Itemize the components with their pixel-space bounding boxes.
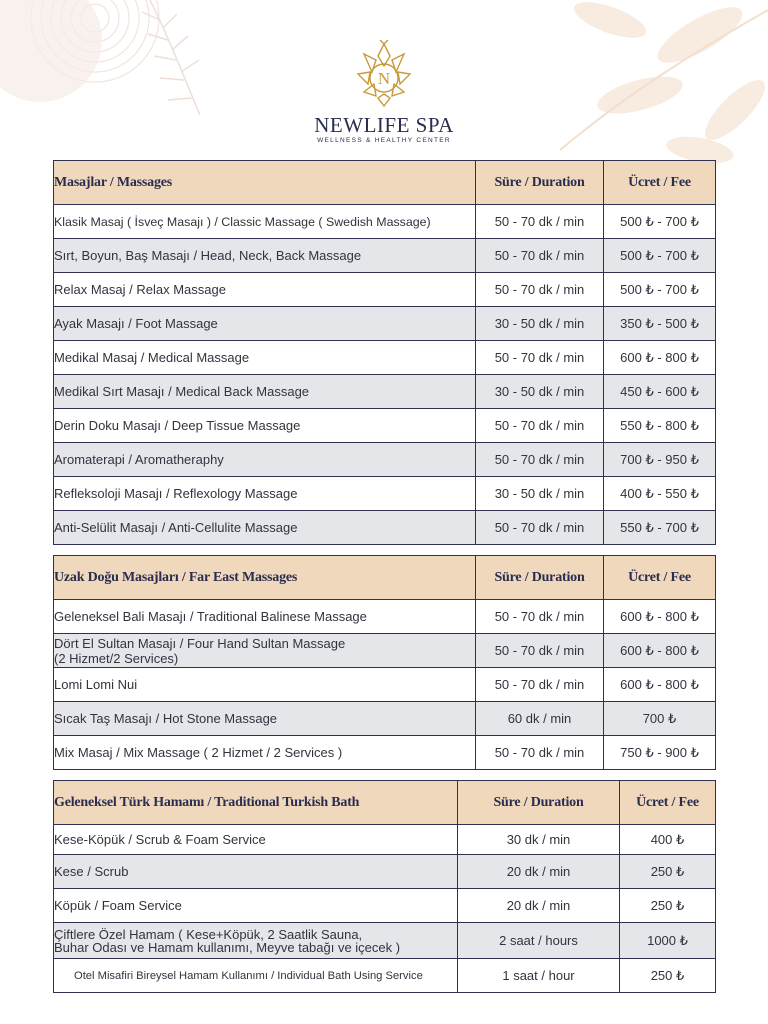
- service-name: Medikal Masaj / Medical Massage: [54, 341, 476, 375]
- service-fee: 400 ₺: [620, 825, 716, 855]
- table-row: [54, 855, 716, 889]
- table-row: [54, 307, 716, 341]
- service-duration: 50 - 70 dk / min: [476, 634, 604, 668]
- service-duration: 30 - 50 dk / min: [476, 307, 604, 341]
- table-row: [54, 409, 716, 443]
- service-duration: 20 dk / min: [458, 889, 620, 923]
- table-row: [54, 443, 716, 477]
- service-duration: 60 dk / min: [476, 702, 604, 736]
- service-name: [54, 923, 458, 959]
- section-title: Uzak Doğu Masajları / Far East Massages: [54, 556, 476, 600]
- svg-text:N: N: [377, 69, 391, 88]
- table-row: [54, 923, 716, 959]
- service-name: Geleneksel Bali Masajı / Traditional Balinese Massage: [54, 600, 476, 634]
- brand-name: NEWLIFE SPA: [314, 113, 454, 137]
- service-name: Anti-Selülit Masajı / Anti-Cellulite Massage: [54, 511, 476, 545]
- table-row: [54, 239, 716, 273]
- service-name: Derin Doku Masajı / Deep Tissue Massage: [54, 409, 476, 443]
- fee-header: Ücret / Fee: [604, 161, 716, 205]
- service-name: Medikal Sırt Masajı / Medical Back Massage: [54, 375, 476, 409]
- section-title: Masajlar / Massages: [54, 161, 476, 205]
- service-fee: 250 ₺: [620, 959, 716, 993]
- service-duration: 2 saat / hours: [458, 923, 620, 959]
- service-fee: 500 ₺ - 700 ₺: [604, 273, 716, 307]
- service-duration: 30 - 50 dk / min: [476, 375, 604, 409]
- table-row: [54, 205, 716, 239]
- service-fee: 750 ₺ - 900 ₺: [604, 736, 716, 770]
- service-fee: 400 ₺ - 550 ₺: [604, 477, 716, 511]
- service-name: Mix Masaj / Mix Massage ( 2 Hizmet / 2 Services ): [54, 736, 476, 770]
- table-row: [54, 273, 716, 307]
- far-east-massages-table: [53, 555, 716, 770]
- massages-table: [53, 160, 716, 545]
- service-fee: 350 ₺ - 500 ₺: [604, 307, 716, 341]
- table-row: [54, 889, 716, 923]
- section-title: Geleneksel Türk Hamamı / Traditional Turkish Bath: [54, 781, 458, 825]
- table-row: [54, 825, 716, 855]
- duration-header: Süre / Duration: [476, 161, 604, 205]
- table-row: [54, 668, 716, 702]
- service-fee: 250 ₺: [620, 889, 716, 923]
- service-name-line1: Çiftlere Özel Hamam ( Kese+Köpük, 2 Saatlik Sauna,: [54, 926, 363, 942]
- service-name: Sırt, Boyun, Baş Masajı / Head, Neck, Back Massage: [54, 239, 476, 273]
- service-fee: 600 ₺ - 800 ₺: [604, 634, 716, 668]
- service-fee: 550 ₺ - 700 ₺: [604, 511, 716, 545]
- service-name: Ayak Masajı / Foot Massage: [54, 307, 476, 341]
- fee-header: Ücret / Fee: [604, 556, 716, 600]
- turkish-bath-table: [53, 780, 716, 993]
- service-duration: 1 saat / hour: [458, 959, 620, 993]
- table-row: [54, 477, 716, 511]
- service-name: Otel Misafiri Bireysel Hamam Kullanımı / Individual Bath Using Service: [54, 959, 458, 993]
- service-duration: 50 - 70 dk / min: [476, 668, 604, 702]
- fee-header: Ücret / Fee: [620, 781, 716, 825]
- table-row: [54, 375, 716, 409]
- service-duration: 50 - 70 dk / min: [476, 239, 604, 273]
- service-duration: 30 dk / min: [458, 825, 620, 855]
- table-header-row: [54, 781, 716, 825]
- service-name: Kese-Köpük / Scrub & Foam Service: [54, 825, 458, 855]
- service-name: Klasik Masaj ( İsveç Masajı ) / Classic Massage ( Swedish Massage): [54, 205, 476, 239]
- table-row: [54, 511, 716, 545]
- service-duration: 20 dk / min: [458, 855, 620, 889]
- service-duration: 50 - 70 dk / min: [476, 205, 604, 239]
- service-name: Refleksoloji Masajı / Reflexology Massage: [54, 477, 476, 511]
- service-name: Aromaterapi / Aromatheraphy: [54, 443, 476, 477]
- service-duration: 50 - 70 dk / min: [476, 511, 604, 545]
- service-duration: 30 - 50 dk / min: [476, 477, 604, 511]
- service-fee: 600 ₺ - 800 ₺: [604, 600, 716, 634]
- service-name: Köpük / Foam Service: [54, 889, 458, 923]
- service-name-line2: (2 Hizmet/2 Services): [54, 650, 179, 666]
- duration-header: Süre / Duration: [458, 781, 620, 825]
- table-header-row: [54, 161, 716, 205]
- service-name-line2: Buhar Odası ve Hamam kullanımı, Meyve tabağı ve içecek ): [54, 939, 401, 955]
- service-fee: 500 ₺ - 700 ₺: [604, 205, 716, 239]
- service-duration: 50 - 70 dk / min: [476, 341, 604, 375]
- service-fee: 550 ₺ - 800 ₺: [604, 409, 716, 443]
- brand-logo: [0, 40, 768, 144]
- service-duration: 50 - 70 dk / min: [476, 409, 604, 443]
- service-duration: 50 - 70 dk / min: [476, 443, 604, 477]
- service-name: Kese / Scrub: [54, 855, 458, 889]
- service-name: Sıcak Taş Masajı / Hot Stone Massage: [54, 702, 476, 736]
- lotus-icon: [354, 40, 414, 110]
- table-row: [54, 702, 716, 736]
- service-duration: 50 - 70 dk / min: [476, 600, 604, 634]
- service-fee: 600 ₺ - 800 ₺: [604, 668, 716, 702]
- table-row: [54, 600, 716, 634]
- service-name: [54, 634, 476, 668]
- service-fee: 700 ₺: [604, 702, 716, 736]
- service-duration: 50 - 70 dk / min: [476, 736, 604, 770]
- service-fee: 600 ₺ - 800 ₺: [604, 341, 716, 375]
- table-row: [54, 959, 716, 993]
- service-fee: 700 ₺ - 950 ₺: [604, 443, 716, 477]
- service-name-line1: Dört El Sultan Masajı / Four Hand Sultan Massage: [54, 635, 346, 651]
- service-name: Relax Masaj / Relax Massage: [54, 273, 476, 307]
- brand-tagline: WELLNESS & HEALTHY CENTER: [317, 137, 451, 144]
- service-fee: 1000 ₺: [620, 923, 716, 959]
- table-row: [54, 341, 716, 375]
- duration-header: Süre / Duration: [476, 556, 604, 600]
- table-header-row: [54, 556, 716, 600]
- service-fee: 250 ₺: [620, 855, 716, 889]
- service-fee: 450 ₺ - 600 ₺: [604, 375, 716, 409]
- table-row: [54, 634, 716, 668]
- service-duration: 50 - 70 dk / min: [476, 273, 604, 307]
- service-fee: 500 ₺ - 700 ₺: [604, 239, 716, 273]
- table-row: [54, 736, 716, 770]
- service-name: Lomi Lomi Nui: [54, 668, 476, 702]
